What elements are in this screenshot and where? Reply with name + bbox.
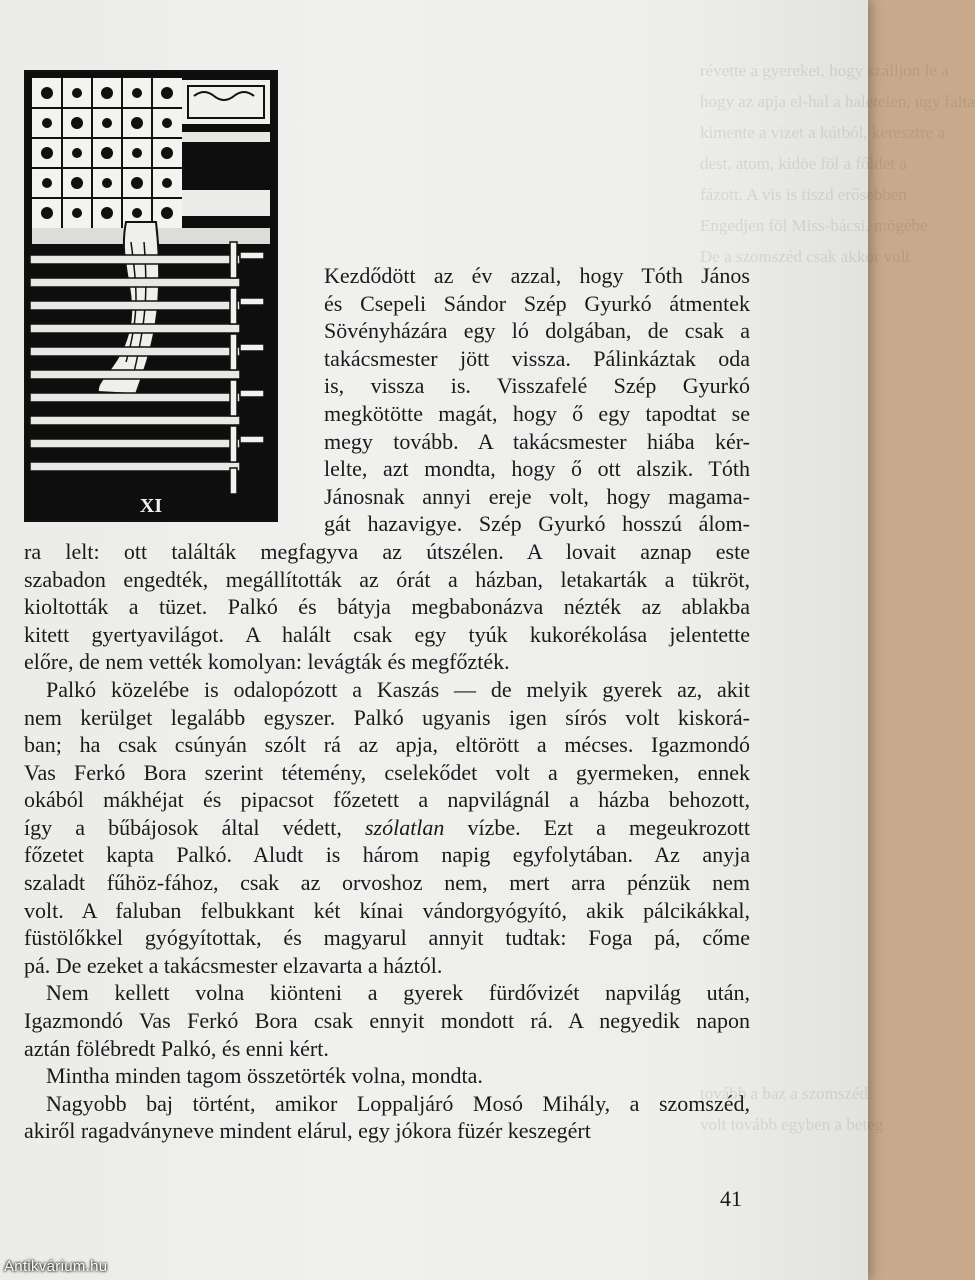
ghost-line: fázott. A vis is tiszd erősebben bbox=[700, 185, 907, 204]
text-line: pá. De ezeket a takácsmester elzavarta a háztól. bbox=[24, 952, 443, 978]
text-line: takácsmester jött vissza. Pálinkáztak oda bbox=[324, 345, 750, 371]
text-line: Palkó közelébe is odalopózott a Kaszás — de melyik gyerek az, akit bbox=[46, 676, 750, 702]
text-line: lelte, azt mondta, hogy ő ott alszik. Tóth bbox=[324, 456, 750, 482]
text-line: ra lelt: ott találták megfagyva az útszélen. A lovait aznap este bbox=[24, 538, 750, 564]
body-text bbox=[24, 262, 750, 1145]
text-line: Nem kellett volna kiönteni a gyerek fürdővizét napvilág után, bbox=[46, 980, 750, 1006]
text-line: gát hazavigye. Szép Gyurkó hosszú álom- bbox=[324, 511, 750, 537]
text-line: Kezdődött az év azzal, hogy Tóth János bbox=[324, 263, 750, 288]
text-line: és Csepeli Sándor Szép Gyurkó átmentek bbox=[324, 290, 750, 316]
text-line: füstölőkkel gyógyítottak, és magyarul annyit tudtak: Foga pá, cőme bbox=[24, 925, 750, 951]
text-line: Sövényházára egy ló dolgában, de csak a bbox=[324, 318, 750, 344]
text-line: szaladt fűhöz-fához, csak az orvoshoz nem, mert arra pénzük nem bbox=[24, 870, 750, 896]
text-line: kioltották a tüzet. Palkó és bátyja megbabonázva nézték az ablakba bbox=[24, 594, 750, 620]
watermark: Antikvárium.hu bbox=[4, 1258, 108, 1275]
text-line: Vas Ferkó Bora szerint tétemény, cselekődet volt a gyermeken, ennek bbox=[24, 759, 750, 785]
text-line: megkötötte magát, hogy ő egy tapodtat se bbox=[324, 400, 750, 426]
ghost-line: kimente a vizet a kútból, keresztre a bbox=[700, 123, 945, 142]
text-line: főzetet kapta Palkó. Aludt is három napig egyfolytában. Az anyja bbox=[24, 842, 750, 868]
ghost-line: dest, atom, kidöe föl a főldet a bbox=[700, 154, 907, 173]
ghost-line: tovább a baz a szomszéd bbox=[700, 1084, 869, 1103]
text-segment: így a bűbájosok által védett, bbox=[24, 814, 365, 840]
text-line: volt. A faluban felbukkant két kínai vándorgyógyító, akik pálcikákkal, bbox=[24, 897, 750, 923]
text-line: Igazmondó Vas Ferkó Bora csak ennyit mondott rá. A negyedik napon bbox=[24, 1008, 750, 1034]
text-line: aztán fölébredt Palkó, és enni kért. bbox=[24, 1035, 329, 1061]
ghost-line: Engedjen föl Miss-bácsi, mögébe bbox=[700, 216, 928, 235]
text-line: szabadon engedték, megállították az órát a házban, letakarták a tükröt, bbox=[24, 566, 750, 592]
text-line: okából mákhéjat és pipacsot főzetett a napvilágnál a házba behozott, bbox=[24, 787, 750, 813]
ghost-line: hogy az apja el-hal a haletelen, úgy falta bbox=[700, 92, 975, 111]
text-line: Jánosnak annyi ereje volt, hogy magama- bbox=[324, 483, 750, 509]
text-line: nem kerülget legalább egyszer. Palkó ugyanis igen sírós volt kiskorá- bbox=[24, 704, 750, 730]
text-line: akiről ragadványneve mindent elárul, egy jókora füzér keszegért bbox=[24, 1118, 591, 1144]
text-line: megy tovább. A takácsmester hiába kér- bbox=[324, 428, 750, 454]
italic-word: szólatlan bbox=[364, 814, 445, 840]
card-numeral: XI bbox=[139, 495, 163, 517]
text-line: Mintha minden tagom összetörték volna, mondta. bbox=[46, 1063, 483, 1089]
text-segment: vízbe. Ezt a megeukrozott bbox=[444, 814, 751, 840]
ghost-line: révette a gyereket, hogy szálljon le a bbox=[700, 61, 949, 80]
text-line: előre, de nem vették komolyan: levágták és megfőzték. bbox=[24, 649, 510, 675]
ghost-line: De a szomszéd csak akkor volt bbox=[700, 247, 911, 266]
text-line: is, vissza is. Visszafelé Szép Gyurkó bbox=[324, 373, 750, 399]
page-number: 41 bbox=[720, 1186, 742, 1211]
text-line: ban; ha csak csúnyán szólt rá az apja, eltörött a mécses. Igazmondó bbox=[24, 732, 750, 758]
text-line: Nagyobb baj történt, amikor Loppaljáró Mosó Mihály, a szomszéd, bbox=[46, 1090, 750, 1116]
text-line bbox=[24, 814, 750, 842]
text-line: kitett gyertyavilágot. A halált csak egy tyúk kukorékolása jelentette bbox=[24, 621, 750, 647]
ghost-line: volt tovább egyben a beteg bbox=[700, 1115, 884, 1134]
